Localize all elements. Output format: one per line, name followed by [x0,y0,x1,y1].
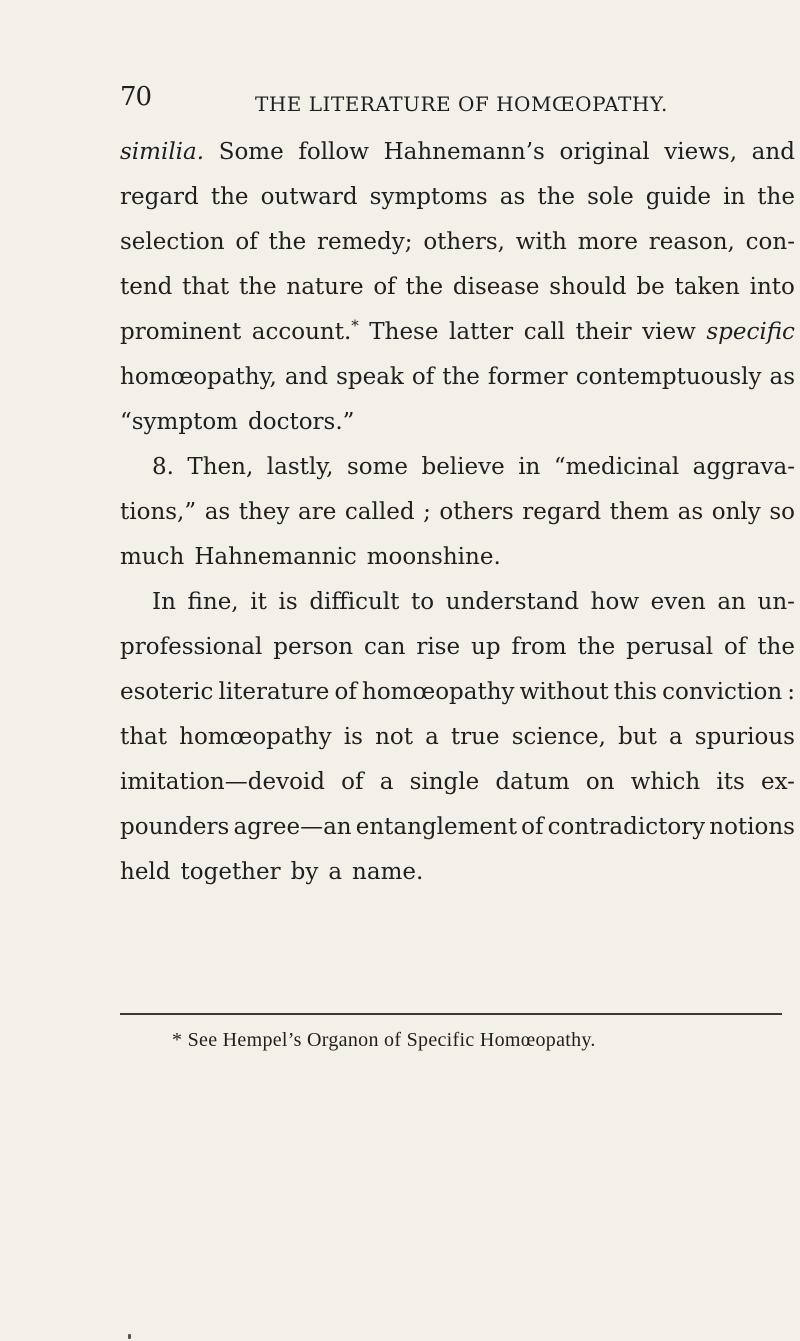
word [522,490,601,535]
word [285,355,328,400]
word [248,400,354,445]
word-text: the [442,364,480,390]
word [439,490,513,535]
word-text: latter [449,319,514,345]
word [205,490,231,535]
word [120,490,196,535]
word [370,175,488,220]
word-text: speak [336,364,404,390]
body-text [120,130,795,895]
word-text: follow [298,139,369,165]
word-text: remedy; [317,229,413,255]
word [120,355,277,400]
word [651,580,706,625]
word [769,490,795,535]
text-line [120,715,795,760]
word-text: entanglement [355,814,518,840]
word [675,265,740,310]
word-text: and [751,139,795,165]
word [328,850,342,895]
word-text: a [379,769,394,795]
word-text: in [518,454,541,480]
word [662,670,782,715]
word [273,625,353,670]
word-text: person [273,634,354,660]
word [757,175,795,220]
word-text: only [711,499,761,525]
word [250,580,267,625]
word-text: but [618,724,657,750]
word [769,355,795,400]
word [761,760,795,805]
word [120,715,167,760]
word-text: even [650,589,706,615]
word [423,220,505,265]
word [693,445,795,490]
word [412,355,434,400]
word [362,670,515,715]
word-text: selection [120,229,225,255]
word [524,310,565,355]
word [352,850,423,895]
word-text: : [787,679,795,705]
word [646,175,711,220]
word-text: of [334,679,357,705]
text-line [120,175,795,220]
word [120,175,199,220]
word [716,760,744,805]
word-text: moonshine. [366,544,501,570]
word [554,445,679,490]
word [537,175,575,220]
word [219,130,284,175]
word [341,760,363,805]
word-text: notions [709,814,795,840]
text-line [120,265,795,310]
word-text: as [499,184,526,210]
word [384,130,545,175]
word [578,220,638,265]
word [182,265,229,310]
word [373,265,395,310]
word-text: homœopathy, [120,364,277,390]
word [279,580,298,625]
word [239,490,290,535]
word-text: agree—an [233,814,352,840]
word [261,175,358,220]
word-text: conviction [662,679,783,705]
word-text: others, [423,229,505,255]
word-text: its [716,769,745,795]
word-text: name. [352,859,424,885]
footnote-divider [120,1013,782,1015]
text-line [120,850,795,895]
word [642,310,696,355]
word-text: Hahnemann’s [383,139,545,165]
word-text: disease [452,274,540,300]
word-text: of [521,814,544,840]
word [752,130,795,175]
word-text: others [439,499,514,525]
word [512,715,606,760]
word-text: in [723,184,746,210]
word [181,850,281,895]
word-text: similia. [120,139,205,165]
word-text: outward [260,184,358,210]
word-text: nature [286,274,364,300]
text-line [120,130,795,175]
word [449,310,513,355]
word-text: them [609,499,670,525]
word-text: the [210,184,249,210]
word [336,355,404,400]
word-text: “symptom [120,409,238,435]
word-text: guide [645,184,711,210]
text-line [120,445,795,490]
word [746,220,795,265]
word [416,625,460,670]
word [367,535,501,580]
word [317,220,413,265]
word [723,175,745,220]
word-text: together [180,859,281,885]
word [586,760,615,805]
word [548,805,706,850]
word-text: up [471,634,501,660]
word-text: tions,” [120,499,197,525]
word-text: views, [664,139,738,165]
word [587,175,634,220]
word-text: on [585,769,615,795]
word-text: true [450,724,500,750]
word-text: which [630,769,701,795]
word-text: the [537,184,576,210]
word [559,130,649,175]
word [380,760,394,805]
word [717,580,746,625]
word-text: held [120,859,171,885]
word [757,625,795,670]
word-text: how [590,589,640,615]
word [411,580,434,625]
footnote-marker: * [351,316,359,335]
word-text: of [724,634,747,660]
text-line [120,355,795,400]
word [344,715,363,760]
word-text: contradictory [547,814,706,840]
word [664,130,737,175]
word-text: Hahnemannic [194,544,357,570]
word [516,220,567,265]
word [286,265,363,310]
page-number: 70 [120,82,152,112]
word [309,580,399,625]
word-text: from [511,634,567,660]
word [758,580,795,625]
word [669,715,683,760]
word [576,355,762,400]
word-text: reason, [648,229,735,255]
word-text: they [238,499,290,525]
word-text: original [559,139,650,165]
word [194,535,356,580]
running-head [120,82,800,122]
text-line [120,490,795,535]
word-text: as [204,499,231,525]
word-text: so [769,499,795,525]
word [120,535,184,580]
word [500,175,526,220]
word-text: the [577,634,616,660]
word-text: is [343,724,363,750]
word [591,580,639,625]
word [298,130,369,175]
word [631,760,701,805]
word-text: single [409,769,480,795]
word-text: into [749,274,795,300]
word-text: prominent [120,319,242,345]
word-text: is [278,589,298,615]
word [120,310,241,355]
word-text: professional [120,634,263,660]
word [576,310,632,355]
word [425,715,439,760]
word [267,445,334,490]
word [120,805,229,850]
word [706,310,795,355]
word [239,265,277,310]
word [179,715,332,760]
word [356,805,517,850]
word [120,670,213,715]
word-text: a [425,724,439,750]
word [152,580,176,625]
word [291,850,319,895]
word-text: a [668,724,683,750]
word-text: fine, [187,589,239,615]
word-text: to [411,589,435,615]
word [678,490,704,535]
word-text: are [298,499,337,525]
word [520,670,609,715]
word-text: without [519,679,609,705]
word-text: homœopathy [362,679,515,705]
word-text: contemptuously [575,364,762,390]
word [375,715,413,760]
footnote: * See Hempel’s Organon of Specific Homœopathy. [172,1029,596,1051]
word-text: account. [251,319,352,345]
word [120,850,171,895]
word-text: symptoms [369,184,488,210]
word-text: the [268,229,307,255]
word-text: more [577,229,638,255]
word-text: that [182,274,230,300]
word [369,310,438,355]
print-speck [128,1334,131,1339]
word [709,805,795,850]
word-text: it [250,589,267,615]
word [269,220,307,265]
word-text: by [290,859,319,885]
word-text: as [677,499,704,525]
word-text: Some [218,139,284,165]
word-text: an [717,589,746,615]
word [252,310,359,355]
word-text: rise [416,634,461,660]
word [471,625,501,670]
word [453,265,540,310]
word-text: pounders [120,814,230,840]
text-line [120,625,795,670]
word [724,625,746,670]
word-text: former [487,364,568,390]
word-text: believe [421,454,505,480]
text-line [120,805,795,850]
word [712,490,761,535]
word [750,265,795,310]
word [187,445,253,490]
word-text: doctors.” [248,409,355,435]
word-text: regard [120,184,199,210]
word-text: not [375,724,413,750]
word-text: of [235,229,258,255]
word-text: with [515,229,567,255]
word-text: In [152,589,176,615]
word-text: their [575,319,632,345]
word-text: lastly, [266,454,334,480]
word-text: imitation—devoid [120,769,325,795]
word [649,220,735,265]
word-text: specific [706,319,795,345]
word-text: called [344,499,415,525]
word-text: con- [745,229,795,255]
word-text: call [523,319,566,345]
word-text: of [411,364,435,390]
word [614,670,657,715]
word-text: esoteric [120,679,214,705]
word [421,445,504,490]
word-text: un- [757,589,795,615]
word [211,175,249,220]
word [233,805,351,850]
word [636,265,664,310]
word [188,580,239,625]
word [235,220,257,265]
word-text: be [636,274,665,300]
word-text: the [238,274,277,300]
word-text: sole [587,184,634,210]
word [405,265,443,310]
word [618,715,657,760]
word [152,445,174,490]
word-text: of [373,274,396,300]
word-text: tend [120,274,173,300]
word [120,265,172,310]
word [120,400,238,445]
word [518,445,540,490]
word [120,130,204,175]
word-text: should [549,274,627,300]
word-text: literature [218,679,330,705]
word-text: this [613,679,657,705]
word [787,670,795,715]
word [120,220,225,265]
word [335,670,357,715]
word [347,445,408,490]
text-line [120,400,795,445]
word-text: datum [495,769,570,795]
word-text: the [757,634,795,660]
word-text: spurious [694,724,795,750]
text-line [120,760,795,805]
word [423,490,431,535]
word [578,625,616,670]
word [495,760,569,805]
word [345,490,415,535]
word-text: and [284,364,329,390]
word-text: as [769,364,795,390]
text-line [120,535,795,580]
word-text: view [642,319,696,345]
word-text: homœopathy [179,724,332,750]
word [521,805,543,850]
word-text: can [364,634,406,660]
word [442,355,480,400]
word-text: regard [522,499,602,525]
word-text: difficult [309,589,400,615]
word [451,715,500,760]
text-line [120,670,795,715]
word [410,760,480,805]
running-head-title: THE LITERATURE OF HOMŒOPATHY. [255,92,668,116]
word-text: Then, [187,454,254,480]
word-text: These [369,319,439,345]
word-text: perusal [626,634,714,660]
word [364,625,405,670]
word-text: a [328,859,343,885]
word-text: the [405,274,444,300]
word [626,625,713,670]
word-text: “medicinal [553,454,680,480]
word-text: some [346,454,409,480]
word [446,580,579,625]
word [218,670,329,715]
word-text: understand [445,589,580,615]
word-text: the [757,184,795,210]
word [511,625,566,670]
text-line [120,580,795,625]
word [610,490,669,535]
word-text: of [341,769,364,795]
word [549,265,626,310]
word [695,715,795,760]
word-text: aggrava- [692,454,795,480]
word-text: science, [511,724,606,750]
text-line [120,310,795,355]
word-text: much [120,544,185,570]
word-text: that [120,724,168,750]
word-text: ; [423,499,431,525]
word [488,355,568,400]
text-line [120,220,795,265]
word [120,625,262,670]
word [298,490,336,535]
word [120,760,325,805]
word-text: 8. [152,454,174,480]
word-text: ex- [760,769,795,795]
word-text: taken [674,274,740,300]
